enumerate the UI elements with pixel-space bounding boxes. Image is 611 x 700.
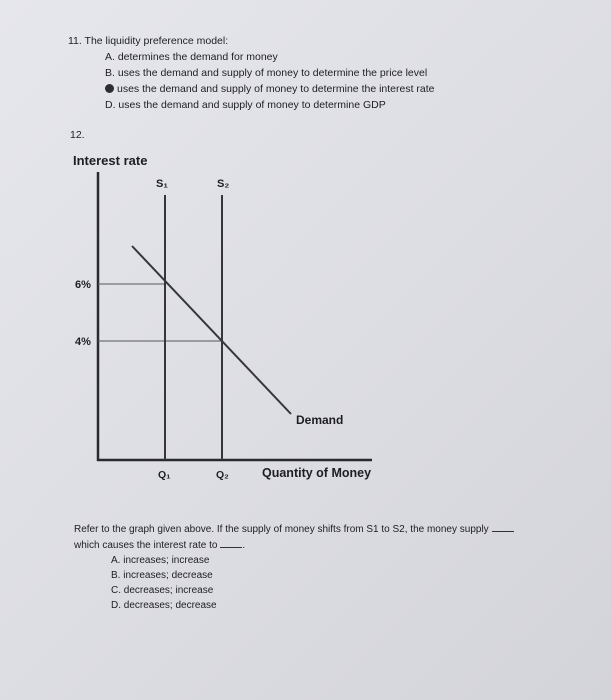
q2-label: Q₂ <box>216 469 229 481</box>
demand-label: Demand <box>296 413 344 427</box>
question-12-option-c[interactable]: C. decreases; increase <box>111 585 214 596</box>
q1-label: Q₁ <box>158 469 171 481</box>
question-12-prompt-line-2: which causes the interest rate to . <box>74 537 514 553</box>
rate-label-6-percent: 6% <box>75 279 91 291</box>
y-axis-label: Interest rate <box>73 153 148 168</box>
question-11-option-a[interactable]: A. determines the demand for money <box>105 51 278 63</box>
question-11-stem: 11. The liquidity preference model: <box>68 35 229 47</box>
question-11-option-d[interactable]: D. uses the demand and supply of money to determine GDP <box>105 99 386 111</box>
x-axis-label: Quantity of Money <box>262 466 372 480</box>
rate-label-4-percent: 4% <box>75 336 91 348</box>
question-12-prompt-line-2-text: which causes the interest rate to <box>74 540 218 551</box>
question-11-option-b[interactable]: B. uses the demand and supply of money to determine the price level <box>105 67 428 79</box>
question-12-number: 12. <box>70 129 85 141</box>
question-12-option-d[interactable]: D. decreases; decrease <box>111 600 217 611</box>
question-12-prompt-line-1 <box>74 521 514 537</box>
question-11-option-c-label: uses the demand and supply of money to determine the interest rate <box>117 83 435 95</box>
question-12-option-a[interactable]: A. increases; increase <box>111 555 210 566</box>
question-12-prompt-line-1-text: Refer to the graph given above. If the supply of money shifts from S1 to S2, the money supply <box>74 524 489 535</box>
s2-label: S₂ <box>217 178 230 190</box>
answer-blank-1 <box>492 521 514 532</box>
question-12-text <box>74 521 514 613</box>
demand-curve <box>132 246 291 414</box>
question-12-option-b[interactable]: B. increases; decrease <box>111 570 213 581</box>
answer-blank-2 <box>220 537 242 548</box>
s1-label: S₁ <box>156 178 168 190</box>
